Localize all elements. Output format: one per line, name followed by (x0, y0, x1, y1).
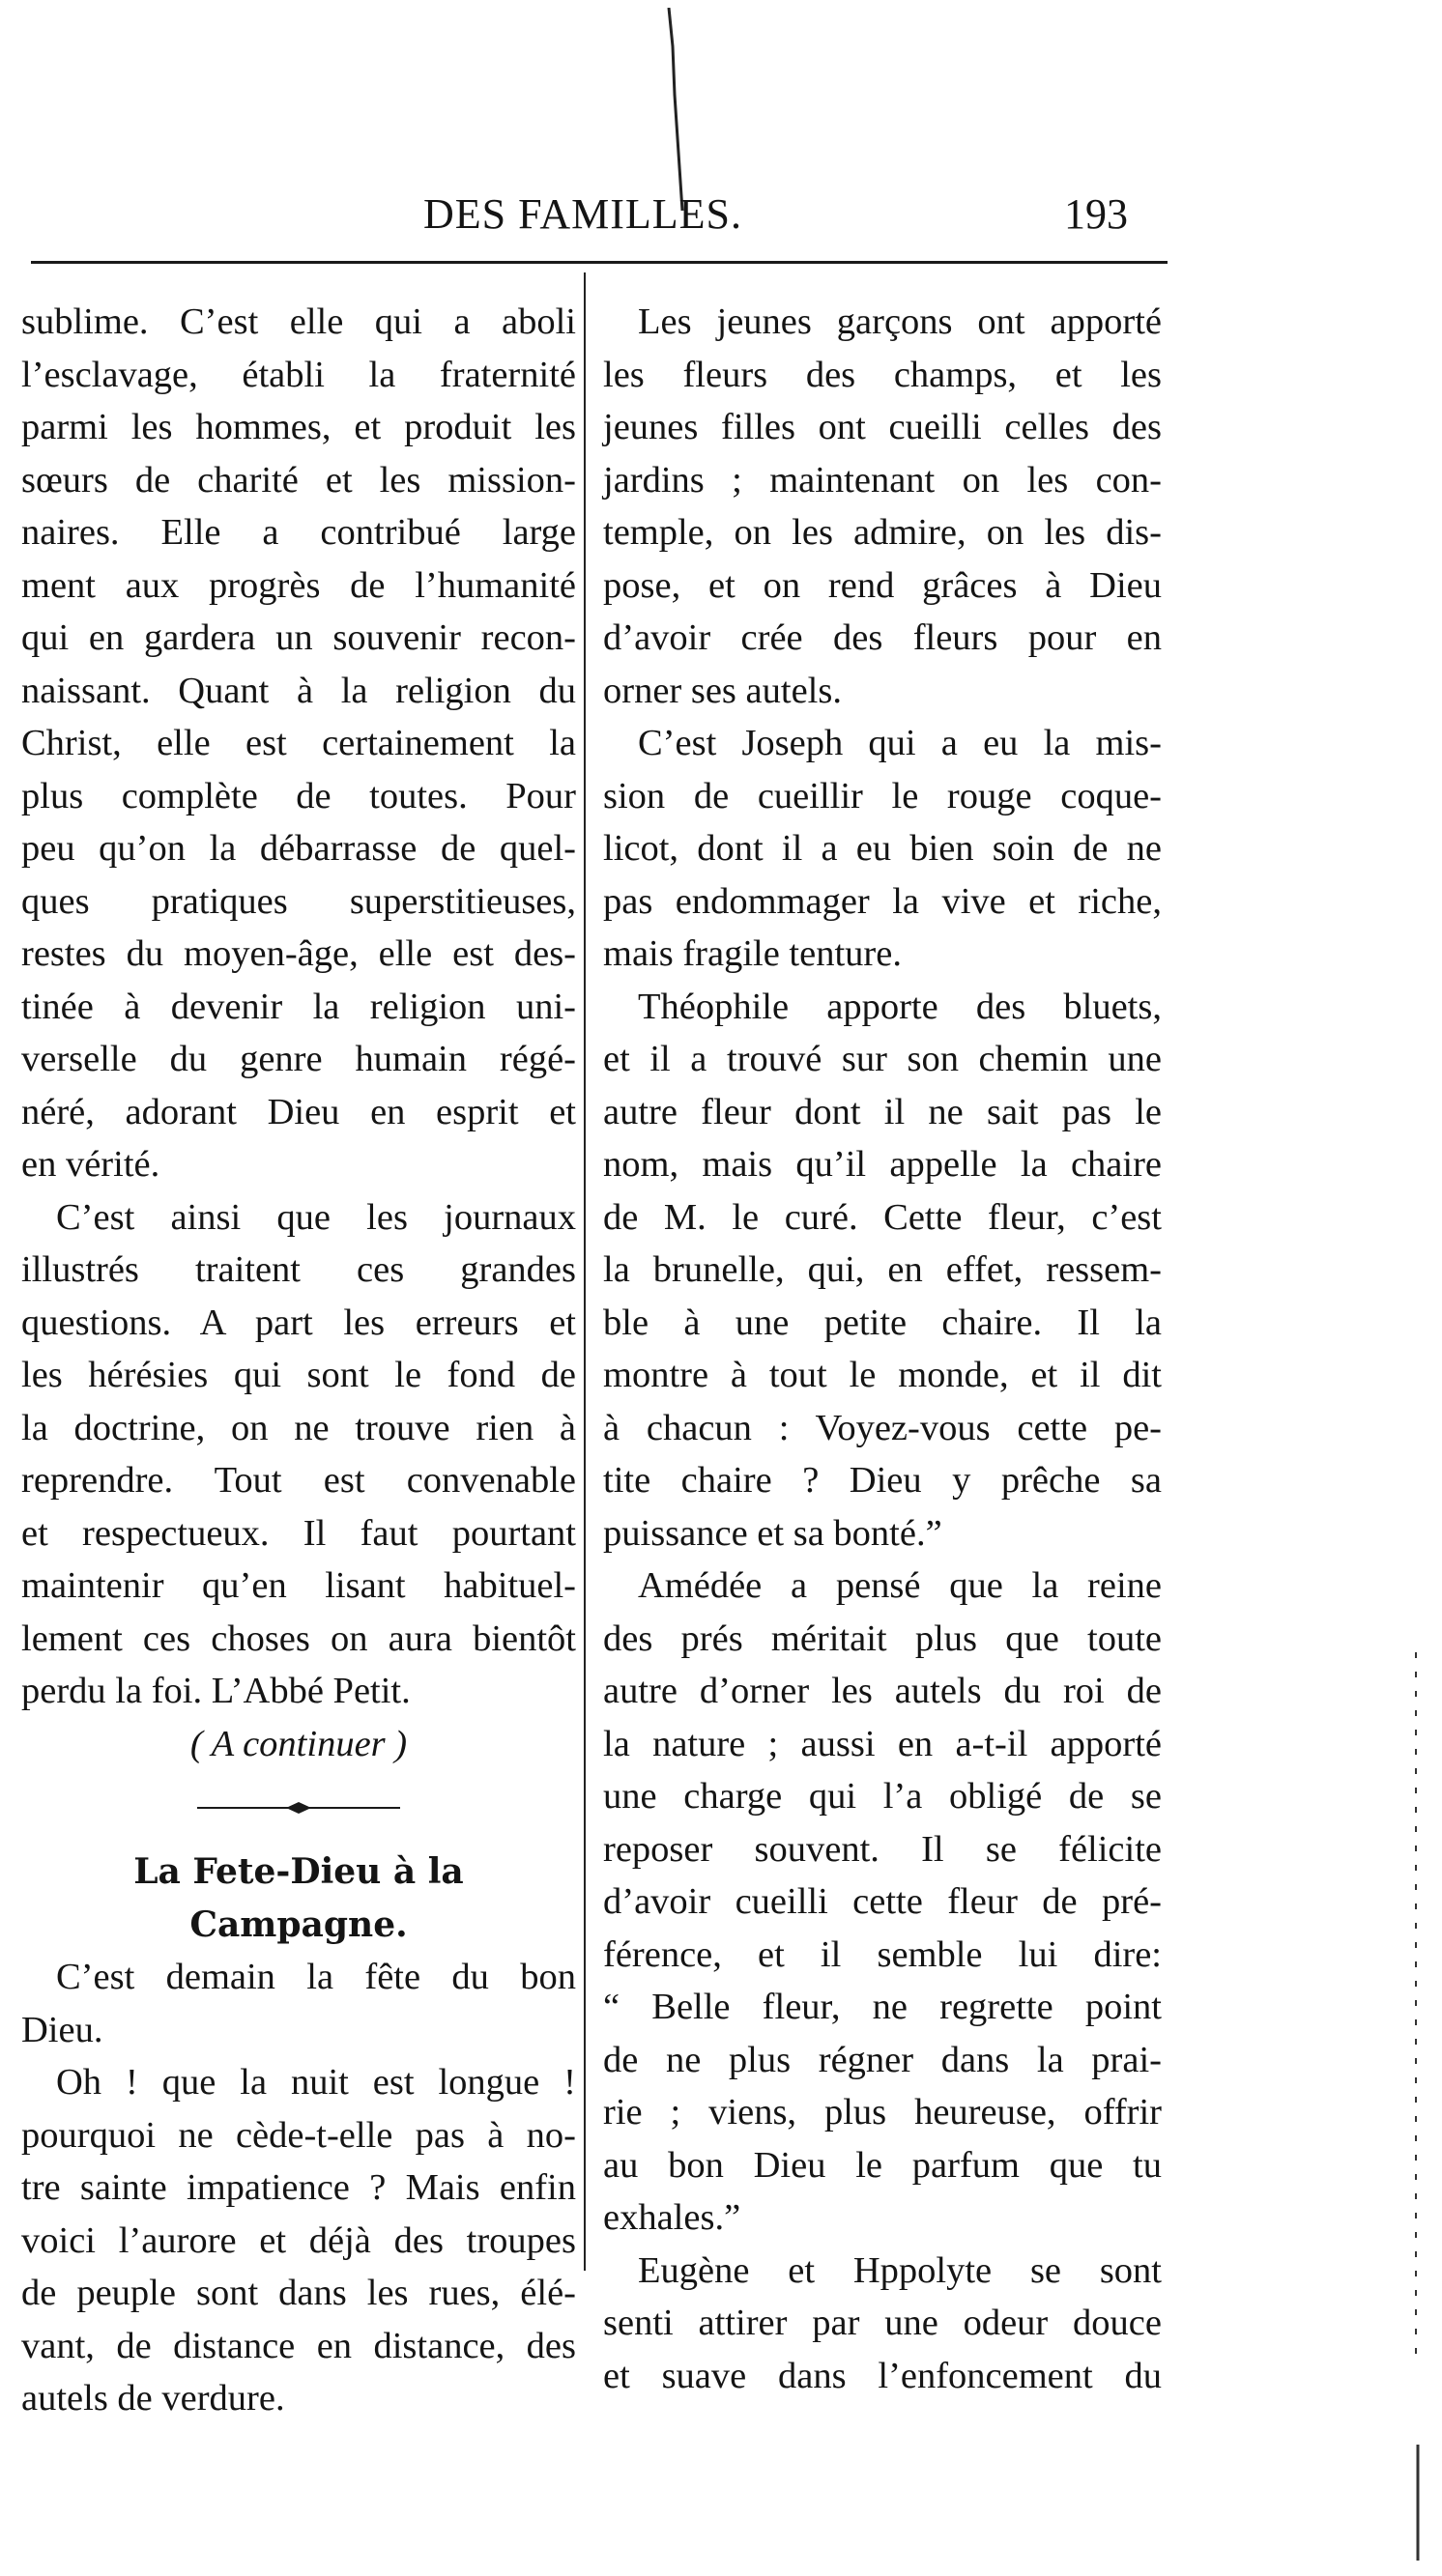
left-column-line: néré, adorant Dieu en esprit et (21, 1091, 576, 1132)
right-column-line: les fleurs des champs, et les (603, 354, 1162, 395)
left-column-line: sœurs de charité et les mission- (21, 459, 576, 501)
left-column-text-continued (21, 1951, 576, 2425)
right-column-line: la brunelle, qui, en effet, ressem- (603, 1249, 1162, 1290)
right-column-line: mais fragile tenture. (603, 933, 902, 974)
left-column-line: Christ, elle est certainement la (21, 723, 576, 763)
left-column-line: perdu la foi. L’Abbé Petit. (21, 1671, 411, 1711)
left-column-line: en vérité. (21, 1144, 160, 1185)
right-column-line: ble à une petite chaire. Il la (603, 1302, 1162, 1343)
running-header-title: DES FAMILLES. (423, 190, 742, 238)
left-column-line: sublime. C’est elle qui a aboli (21, 301, 576, 342)
right-column-line: jeunes filles ont cueilli celles des (603, 407, 1162, 447)
page-number: 193 (1064, 190, 1128, 238)
right-column-line: Amédée a pensé que la reine (638, 1565, 1162, 1606)
left-column-line: parmi les hommes, et produit les (21, 407, 576, 447)
section-heading-line-2: Campagne. (189, 1903, 408, 1945)
left-column-line: reprendre. Tout est convenable (21, 1460, 576, 1501)
right-column-line: et suave dans l’enfoncement du (603, 2355, 1162, 2396)
left-column (21, 296, 576, 2425)
right-column-line: pose, et on rend grâces à Dieu (603, 564, 1162, 606)
right-column-line: la nature ; aussi en a-t-il apporté (603, 1723, 1162, 1764)
right-column-line: à chacun : Voyez-vous cette pe- (603, 1407, 1162, 1448)
right-column-line: tite chaire ? Dieu y prêche sa (603, 1460, 1162, 1501)
section-heading-line-1: La Fete-Dieu à la (133, 1851, 464, 1892)
left-column-line: questions. A part les erreurs et (21, 1302, 576, 1343)
left-column-line: maintenir qu’en lisant habituel- (21, 1565, 576, 1606)
left-column-line: la doctrine, on ne trouve rien à (21, 1407, 576, 1448)
right-column-line: Eugène et Hppolyte se sont (638, 2249, 1162, 2291)
left-column-line: tre sainte impatience ? Mais enfin (21, 2167, 576, 2208)
left-column-line: ( A continuer ) (189, 1723, 408, 1764)
right-column-line: de M. le curé. Cette fleur, c’est (603, 1196, 1162, 1238)
ornament-rule-icon (197, 1801, 400, 1815)
right-column-text (603, 296, 1162, 2402)
right-column-line: une charge qui l’a obligé de se (603, 1776, 1162, 1817)
right-column-line: senti attirer par une odeur douce (603, 2303, 1162, 2343)
right-column-line: sion de cueillir le rouge coque- (603, 775, 1162, 816)
left-column-line: Dieu. (21, 2009, 103, 2050)
left-column-line: naissant. Quant à la religion du (21, 670, 576, 711)
left-column-line: tinée à devenir la religion uni- (21, 986, 576, 1027)
left-column-line: l’esclavage, établi la fraternité (21, 354, 576, 395)
right-column-line: au bon Dieu le parfum que tu (603, 2144, 1162, 2186)
left-column-line: verselle du genre humain régé- (21, 1039, 576, 1079)
left-column-line: Oh ! que la nuit est longue ! (56, 2062, 576, 2103)
right-column-line: “ Belle fleur, ne regrette point (603, 1987, 1162, 2027)
right-column-line: C’est Joseph qui a eu la mis- (638, 723, 1162, 763)
left-column-line: plus complète de toutes. Pour (21, 775, 576, 816)
right-column-line: d’avoir crée des fleurs pour en (603, 617, 1162, 658)
column-divider (584, 272, 586, 2271)
right-column-line: Théophile apporte des bluets, (638, 986, 1162, 1027)
right-column-line: et il a trouvé sur son chemin une (603, 1039, 1162, 1079)
left-column-line: illustrés traitent ces grandes (21, 1249, 576, 1290)
left-column-line: vant, de distance en distance, des (21, 2325, 576, 2366)
right-column-line: montre à tout le monde, et il dit (603, 1355, 1162, 1395)
left-column-line: C’est demain la fête du bon (56, 1957, 576, 1997)
left-column-line: restes du moyen-âge, elle est des- (21, 933, 576, 974)
right-column-line: des prés méritait plus que toute (603, 1617, 1162, 1659)
right-column-line: autre d’orner les autels du roi de (603, 1671, 1162, 1711)
right-column-line: orner ses autels. (603, 670, 842, 711)
left-column-line: les hérésies qui sont le fond de (21, 1355, 576, 1395)
right-column-line: temple, on les admire, on les dis- (603, 512, 1162, 553)
right-column-line: jardins ; maintenant on les con- (603, 459, 1162, 501)
right-column-line: pas endommager la vive et riche, (603, 880, 1162, 922)
left-column-text (21, 296, 576, 1770)
right-column-line: nom, mais qu’il appelle la chaire (603, 1144, 1162, 1185)
right-column-line: Les jeunes garçons ont apporté (638, 301, 1162, 342)
fold-mark (665, 8, 688, 211)
right-column-line: férence, et il semble lui dire: (603, 1933, 1162, 1975)
right-column-line: exhales.” (603, 2197, 741, 2238)
right-column-line: autre fleur dont il ne sait pas le (603, 1091, 1162, 1132)
right-column-line: reposer souvent. Il se félicite (603, 1828, 1162, 1870)
left-column-line: qui en gardera un souvenir recon- (21, 617, 576, 658)
left-column-line: de peuple sont dans les rues, élé- (21, 2273, 576, 2313)
right-column-line: rie ; viens, plus heureuse, offrir (603, 2092, 1162, 2132)
right-column-line: puissance et sa bonté.” (603, 1512, 942, 1554)
left-column-line: naires. Elle a contribué large (21, 512, 576, 553)
left-column-line: pourquoi ne cède-t-elle pas à no- (21, 2114, 576, 2156)
left-column-line: peu qu’on la débarrasse de quel- (21, 828, 576, 869)
right-column (603, 296, 1162, 2402)
section-ornament (21, 1770, 576, 1846)
left-column-line: lement ces choses on aura bientôt (21, 1617, 576, 1659)
left-column-line: autels de verdure. (21, 2378, 285, 2419)
right-column-line: de ne plus régner dans la prai- (603, 2039, 1162, 2080)
right-column-line: licot, dont il a eu bien soin de ne (603, 828, 1162, 869)
right-column-line: d’avoir cueilli cette fleur de pré- (603, 1881, 1162, 1922)
header-rule (31, 261, 1168, 264)
left-column-line: C’est ainsi que les journaux (56, 1196, 576, 1238)
left-column-line: ment aux progrès de l’humanité (21, 564, 576, 606)
left-column-line: et respectueux. Il faut pourtant (21, 1512, 576, 1554)
margin-marks (1406, 1111, 1426, 2561)
left-column-line: voici l’aurore et déjà des troupes (21, 2219, 576, 2261)
left-column-line: ques pratiques superstitieuses, (21, 880, 576, 922)
